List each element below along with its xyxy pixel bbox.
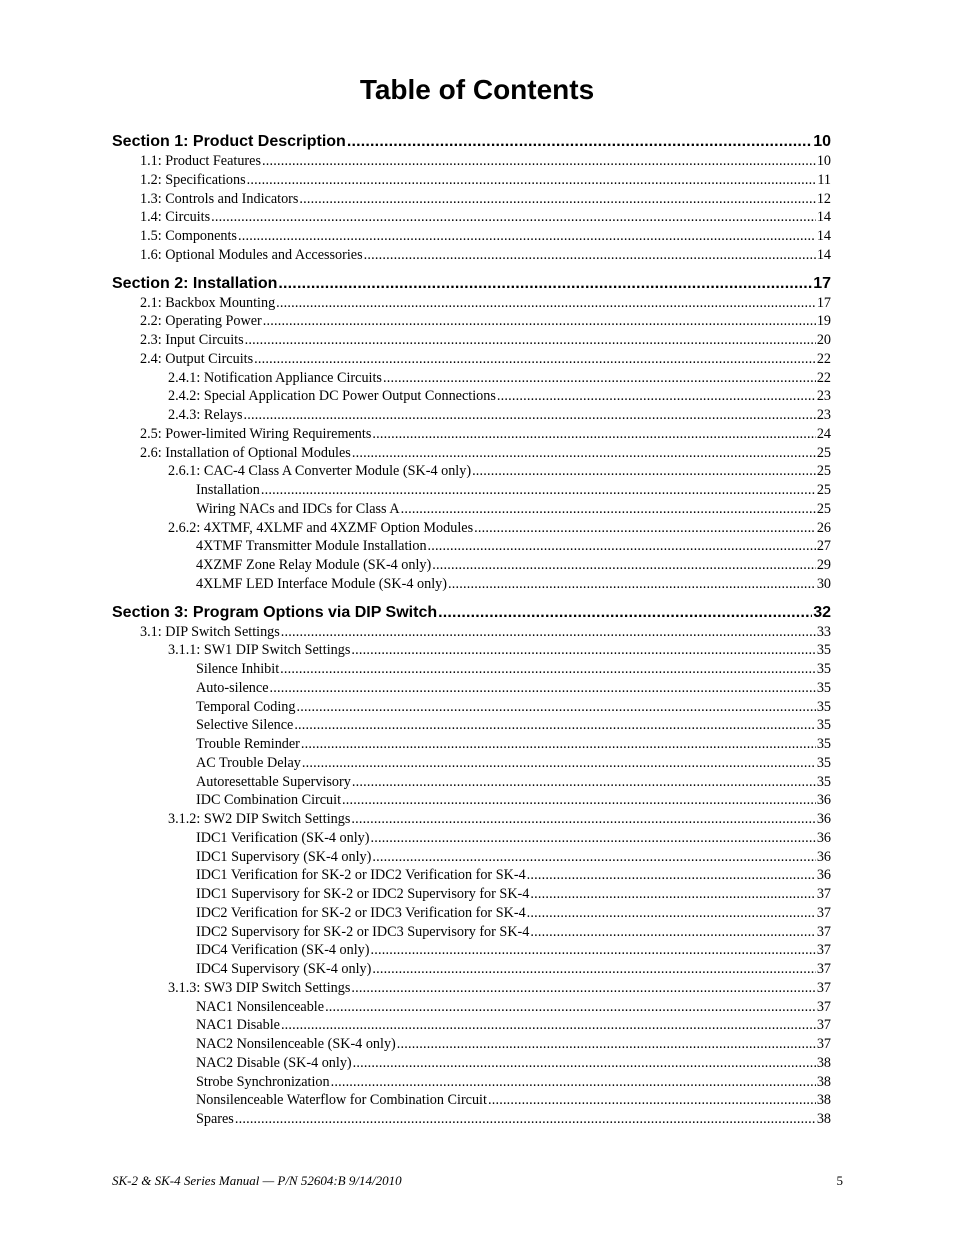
dot-leader: [351, 979, 815, 998]
toc-entry[interactable]: [112, 1035, 831, 1054]
toc-entry[interactable]: [112, 190, 831, 209]
dot-leader: [245, 331, 816, 350]
toc-label: Autoresettable Supervisory: [196, 773, 351, 790]
toc-page-number: 38: [816, 1073, 831, 1090]
toc-entry[interactable]: [112, 979, 831, 998]
toc-page-number: 37: [816, 904, 831, 921]
toc-label: IDC Combination Circuit: [196, 792, 342, 809]
toc-entry[interactable]: [112, 1073, 831, 1092]
dot-leader: [299, 190, 815, 209]
toc-entry[interactable]: [112, 754, 831, 773]
toc-entry[interactable]: [112, 406, 831, 425]
toc-page-number: 36: [816, 848, 831, 865]
toc-page-number: 38: [816, 1111, 831, 1127]
dot-leader: [262, 152, 816, 171]
toc-entry[interactable]: [112, 698, 831, 717]
toc-entry[interactable]: [112, 923, 831, 942]
table-of-contents: [112, 131, 831, 1129]
toc-page-number: 17: [816, 294, 831, 311]
toc-entry[interactable]: [112, 1110, 831, 1129]
footer-document-info: SK-2 & SK-4 Series Manual — P/N 52604:B 9/14/2010: [112, 1173, 402, 1188]
toc-label: Nonsilenceable Waterflow for Combination Circuit: [196, 1092, 487, 1109]
toc-entry[interactable]: [112, 716, 831, 735]
toc-entry[interactable]: [112, 623, 831, 642]
toc-entry[interactable]: [112, 885, 831, 904]
toc-section-heading[interactable]: [112, 131, 831, 152]
toc-label: IDC1 Supervisory (SK-4 only): [196, 848, 372, 865]
toc-entry[interactable]: [112, 866, 831, 885]
toc-label: Temporal Coding: [196, 698, 296, 715]
toc-page-number: 33: [816, 623, 831, 640]
dot-leader: [353, 1054, 816, 1073]
toc-entry[interactable]: [112, 369, 831, 388]
toc-page-number: 20: [816, 332, 831, 348]
dot-leader: [302, 754, 816, 773]
toc-entry[interactable]: [112, 735, 831, 754]
dot-leader: [235, 1110, 816, 1129]
toc-label: 1.5: Components: [140, 228, 237, 244]
toc-entry[interactable]: [112, 350, 831, 369]
toc-label: 3.1.3: SW3 DIP Switch Settings: [168, 979, 351, 996]
dot-leader: [428, 537, 816, 556]
toc-label: 2.6.1: CAC-4 Class A Converter Module (SK-4 only): [168, 463, 472, 480]
toc-page-number: 22: [816, 369, 831, 386]
dot-leader: [438, 602, 812, 623]
dot-leader: [352, 773, 816, 792]
toc-entry[interactable]: [112, 660, 831, 679]
toc-page-number: 25: [816, 463, 831, 480]
toc-entry[interactable]: [112, 537, 831, 556]
toc-entry[interactable]: [112, 1016, 831, 1035]
toc-page-number: 14: [816, 246, 831, 263]
toc-label: Silence Inhibit: [196, 661, 280, 677]
toc-label: IDC2 Supervisory for SK-2 or IDC3 Supervisory for SK-4: [196, 923, 530, 940]
toc-label: 2.6.2: 4XTMF, 4XLMF and 4XZMF Option Modules: [168, 519, 474, 536]
toc-page-number: 17: [813, 274, 831, 292]
toc-entry[interactable]: [112, 773, 831, 792]
toc-label: 2.3: Input Circuits: [140, 332, 244, 348]
dot-leader: [342, 791, 816, 810]
toc-page-number: 37: [816, 961, 831, 977]
dot-leader: [401, 500, 816, 519]
dot-leader: [488, 1091, 816, 1110]
toc-page-number: 23: [816, 388, 831, 405]
toc-entry[interactable]: [112, 331, 831, 350]
toc-label: 2.4: Output Circuits: [140, 350, 254, 367]
toc-entry[interactable]: [112, 519, 831, 538]
toc-page-number: 35: [816, 736, 831, 752]
toc-page-number: 37: [816, 998, 831, 1015]
toc-label: 3.1: DIP Switch Settings: [140, 623, 280, 640]
toc-label: 1.1: Product Features: [140, 153, 261, 169]
toc-page-number: 36: [816, 829, 831, 846]
dot-leader: [497, 387, 816, 406]
dot-leader: [278, 273, 812, 294]
toc-page-number: 19: [816, 313, 831, 330]
toc-page-number: 25: [816, 500, 831, 517]
toc-label: Installation: [196, 482, 260, 498]
dot-leader: [301, 735, 816, 754]
toc-entry[interactable]: [112, 171, 831, 190]
toc-page-number: 36: [816, 792, 831, 809]
toc-label: 2.2: Operating Power: [140, 313, 262, 330]
toc-entry[interactable]: [112, 444, 831, 463]
footer-page-number: 5: [836, 1173, 843, 1188]
toc-label: 2.5: Power-limited Wiring Requirements: [140, 425, 372, 442]
dot-leader: [397, 1035, 816, 1054]
toc-entry[interactable]: [112, 227, 831, 246]
toc-page-number: 38: [816, 1054, 831, 1071]
toc-page-number: 29: [816, 557, 831, 573]
toc-section-heading[interactable]: [112, 273, 831, 294]
dot-leader: [254, 350, 816, 369]
toc-section-heading[interactable]: [112, 602, 831, 623]
toc-entry[interactable]: [112, 425, 831, 444]
toc-page-number: 37: [816, 886, 831, 902]
toc-label: 1.4: Circuits: [140, 209, 211, 226]
toc-label: AC Trouble Delay: [196, 754, 301, 771]
toc-entry[interactable]: [112, 791, 831, 810]
toc-page-number: 36: [816, 811, 831, 827]
toc-entry[interactable]: [112, 679, 831, 698]
toc-label: Wiring NACs and IDCs for Class A: [196, 500, 400, 517]
toc-page-number: 11: [817, 171, 831, 188]
toc-label: 2.1: Backbox Mounting: [140, 294, 276, 311]
toc-label: 4XZMF Zone Relay Module (SK-4 only): [196, 557, 432, 573]
toc-entry[interactable]: [112, 294, 831, 313]
toc-entry[interactable]: [112, 575, 831, 594]
dot-leader: [371, 829, 816, 848]
dot-leader: [352, 444, 816, 463]
dot-leader: [263, 312, 816, 331]
toc-page-number: 37: [816, 1036, 831, 1052]
toc-label: Selective Silence: [196, 717, 294, 734]
toc-label: Section 2: Installation: [112, 274, 278, 292]
dot-leader: [472, 462, 816, 481]
toc-label: 1.3: Controls and Indicators: [140, 190, 299, 207]
toc-entry[interactable]: [112, 941, 831, 960]
toc-page-number: 36: [816, 867, 831, 884]
dot-leader: [372, 960, 815, 979]
dot-leader: [331, 1073, 816, 1092]
toc-label: IDC1 Verification (SK-4 only): [196, 829, 370, 846]
dot-leader: [448, 575, 816, 594]
page-title: Table of Contents: [359, 74, 595, 105]
toc-label: NAC2 Nonsilenceable (SK-4 only): [196, 1036, 396, 1052]
toc-label: 1.6: Optional Modules and Accessories: [140, 246, 363, 263]
page-footer: [112, 1173, 843, 1189]
toc-page-number: 35: [816, 679, 831, 696]
toc-entry[interactable]: [112, 848, 831, 867]
dot-leader: [297, 698, 816, 717]
toc-page-number: 26: [816, 519, 831, 536]
dot-leader: [281, 623, 816, 642]
dot-leader: [372, 425, 815, 444]
dot-leader: [243, 406, 815, 425]
toc-page-number: 37: [816, 923, 831, 940]
toc-label: NAC2 Disable (SK-4 only): [196, 1054, 352, 1071]
toc-label: IDC2 Verification for SK-2 or IDC3 Verification for SK-4: [196, 904, 526, 921]
toc-label: 2.4.2: Special Application DC Power Output Connections: [168, 388, 496, 405]
toc-page-number: 35: [816, 773, 831, 790]
dot-leader: [247, 171, 817, 190]
toc-label: 2.4.1: Notification Appliance Circuits: [168, 369, 382, 386]
toc-page-number: 10: [813, 133, 831, 150]
toc-page-number: 27: [816, 538, 831, 555]
toc-label: Trouble Reminder: [196, 736, 300, 752]
toc-page-number: 35: [816, 661, 831, 677]
dot-leader: [211, 208, 816, 227]
toc-page-number: 24: [816, 425, 831, 442]
dot-leader: [347, 131, 812, 152]
toc-entry[interactable]: [112, 208, 831, 227]
toc-entry[interactable]: [112, 998, 831, 1017]
toc-label: Strobe Synchronization: [196, 1073, 330, 1090]
toc-entry[interactable]: [112, 829, 831, 848]
toc-label: Section 3: Program Options via DIP Switch: [112, 603, 438, 621]
toc-entry[interactable]: [112, 387, 831, 406]
dot-leader: [364, 246, 816, 265]
toc-page-number: 35: [816, 717, 831, 734]
toc-page-number: 37: [816, 1017, 831, 1034]
toc-entry[interactable]: [112, 1091, 831, 1110]
toc-entry[interactable]: [112, 481, 831, 500]
toc-label: Section 1: Product Description: [112, 133, 346, 150]
toc-entry[interactable]: [112, 312, 831, 331]
toc-page-number: 14: [816, 228, 831, 244]
toc-label: IDC4 Supervisory (SK-4 only): [196, 961, 372, 977]
toc-page-number: 37: [816, 979, 831, 996]
dot-leader: [351, 641, 815, 660]
toc-label: IDC4 Verification (SK-4 only): [196, 942, 370, 959]
toc-entry[interactable]: [112, 960, 831, 979]
toc-entry[interactable]: [112, 500, 831, 519]
toc-page-number: 10: [816, 153, 831, 169]
toc-label: 2.6: Installation of Optional Modules: [140, 444, 351, 461]
dot-leader: [530, 885, 815, 904]
toc-label: 3.1.2: SW2 DIP Switch Settings: [168, 811, 351, 827]
toc-page-number: 22: [816, 350, 831, 367]
toc-label: Auto-silence: [196, 679, 269, 696]
toc-label: IDC1 Supervisory for SK-2 or IDC2 Supervisory for SK-4: [196, 886, 530, 902]
toc-label: 4XLMF LED Interface Module (SK-4 only): [196, 575, 447, 592]
toc-label: NAC1 Disable: [196, 1017, 280, 1034]
dot-leader: [527, 904, 816, 923]
toc-page-number: 23: [816, 407, 831, 423]
dot-leader: [270, 679, 816, 698]
dot-leader: [527, 866, 816, 885]
dot-leader: [276, 294, 816, 313]
dot-leader: [372, 848, 815, 867]
toc-label: 3.1.1: SW1 DIP Switch Settings: [168, 642, 351, 659]
dot-leader: [261, 481, 816, 500]
dot-leader: [371, 941, 816, 960]
toc-entry[interactable]: [112, 152, 831, 171]
dot-leader: [294, 716, 816, 735]
dot-leader: [238, 227, 816, 246]
toc-page-number: 14: [816, 209, 831, 226]
toc-page-number: 32: [813, 603, 831, 621]
toc-label: 2.4.3: Relays: [168, 407, 243, 423]
dot-leader: [351, 810, 815, 829]
toc-entry[interactable]: [112, 641, 831, 660]
toc-label: IDC1 Verification for SK-2 or IDC2 Verification for SK-4: [196, 867, 526, 884]
toc-entry[interactable]: [112, 556, 831, 575]
dot-leader: [474, 519, 816, 538]
toc-entry[interactable]: [112, 246, 831, 265]
toc-page-number: 37: [816, 942, 831, 959]
toc-entry[interactable]: [112, 462, 831, 481]
toc-page-number: 38: [816, 1092, 831, 1109]
toc-page-number: 12: [816, 190, 831, 207]
toc-page-number: 25: [816, 482, 831, 498]
toc-page-number: 35: [816, 642, 831, 659]
dot-leader: [280, 660, 816, 679]
dot-leader: [530, 923, 815, 942]
toc-label: 4XTMF Transmitter Module Installation: [196, 538, 427, 555]
dot-leader: [281, 1016, 816, 1035]
toc-page-number: 35: [816, 698, 831, 715]
toc-page-number: 25: [816, 444, 831, 461]
toc-page-number: 30: [816, 575, 831, 592]
toc-entry[interactable]: [112, 904, 831, 923]
toc-page-number: 35: [816, 754, 831, 771]
toc-entry[interactable]: [112, 810, 831, 829]
toc-label: NAC1 Nonsilenceable: [196, 998, 325, 1015]
dot-leader: [325, 998, 816, 1017]
dot-leader: [383, 369, 816, 388]
toc-label: Spares: [196, 1111, 234, 1127]
dot-leader: [432, 556, 816, 575]
toc-label: 1.2: Specifications: [140, 171, 246, 188]
toc-entry[interactable]: [112, 1054, 831, 1073]
